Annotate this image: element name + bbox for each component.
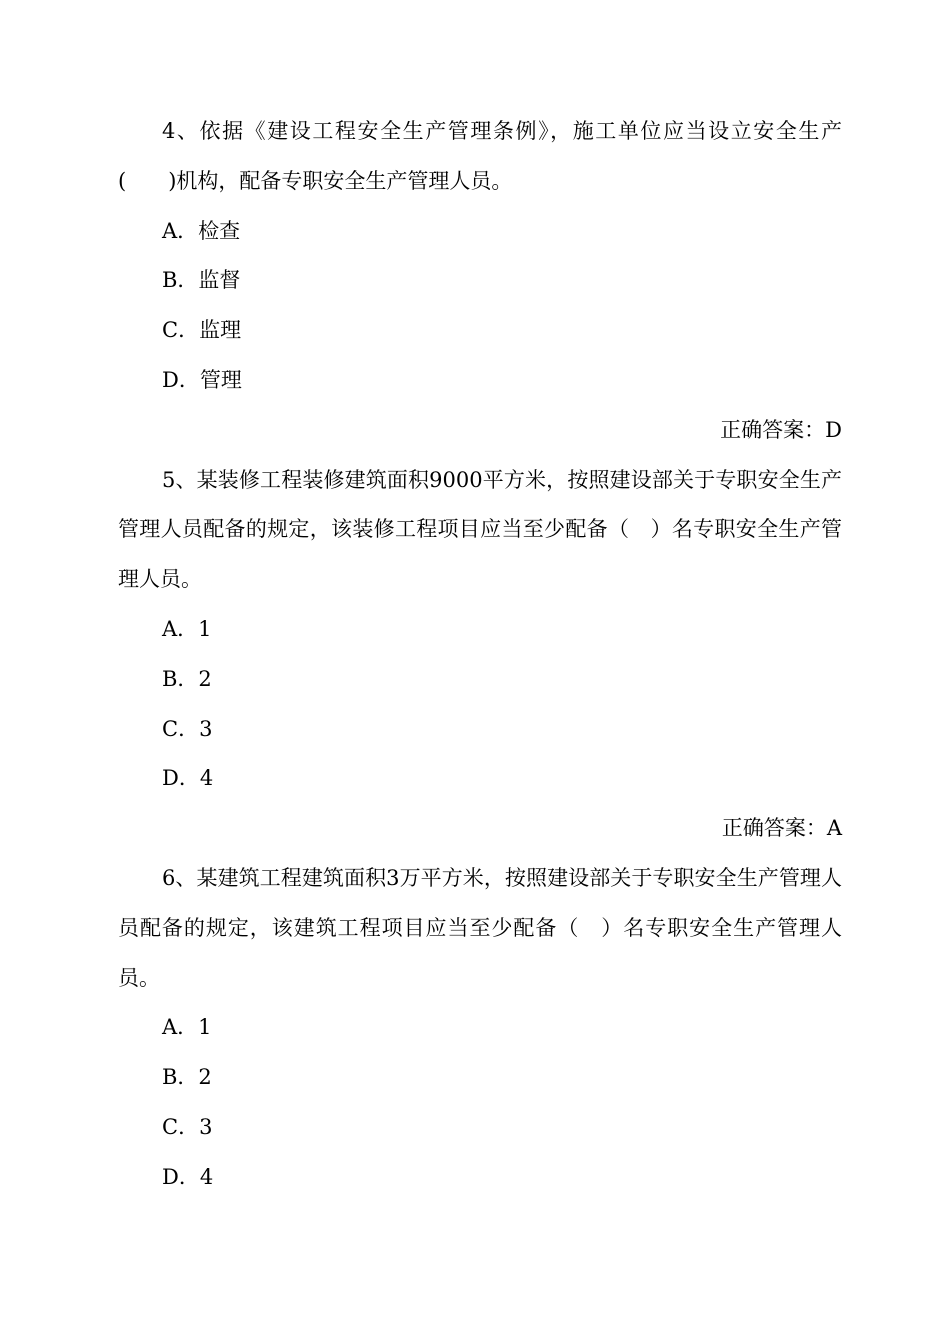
option-d: D．4 <box>162 1164 214 1189</box>
question-6 <box>118 854 842 1203</box>
question-5 <box>118 456 842 854</box>
option-d: D．管理 <box>162 367 242 392</box>
question-4 <box>118 107 842 456</box>
question-text: 5、某装修工程装修建筑面积9000平方米，按照建设部关于专职安全生产管理人员配备的规定，该装修工程项目应当至少配备（ ）名专职安全生产管理人员。 <box>118 467 842 592</box>
option-a: A．1 <box>162 616 212 641</box>
question-text: 4、依据《建设工程安全生产管理条例》，施工单位应当设立安全生产( )机构，配备专职安全生产管理人员。 <box>118 119 842 193</box>
document-body <box>118 107 842 1203</box>
option-a: A．检查 <box>162 218 241 243</box>
question-text: 6、某建筑工程建筑面积3万平方米，按照建设部关于专职安全生产管理人员配备的规定，该建筑工程项目应当至少配备（ ）名专职安全生产管理人员。 <box>118 865 842 990</box>
correct-answer: 正确答案：D <box>720 417 842 442</box>
option-a: A．1 <box>162 1015 212 1040</box>
option-c: C．3 <box>162 1114 213 1139</box>
option-b: B．2 <box>162 666 212 691</box>
correct-answer: 正确答案：A <box>721 816 842 841</box>
option-c: C．3 <box>162 716 213 741</box>
option-b: B．监督 <box>162 268 241 293</box>
option-c: C．监理 <box>162 318 242 343</box>
option-d: D．4 <box>162 766 214 791</box>
option-b: B．2 <box>162 1065 212 1090</box>
